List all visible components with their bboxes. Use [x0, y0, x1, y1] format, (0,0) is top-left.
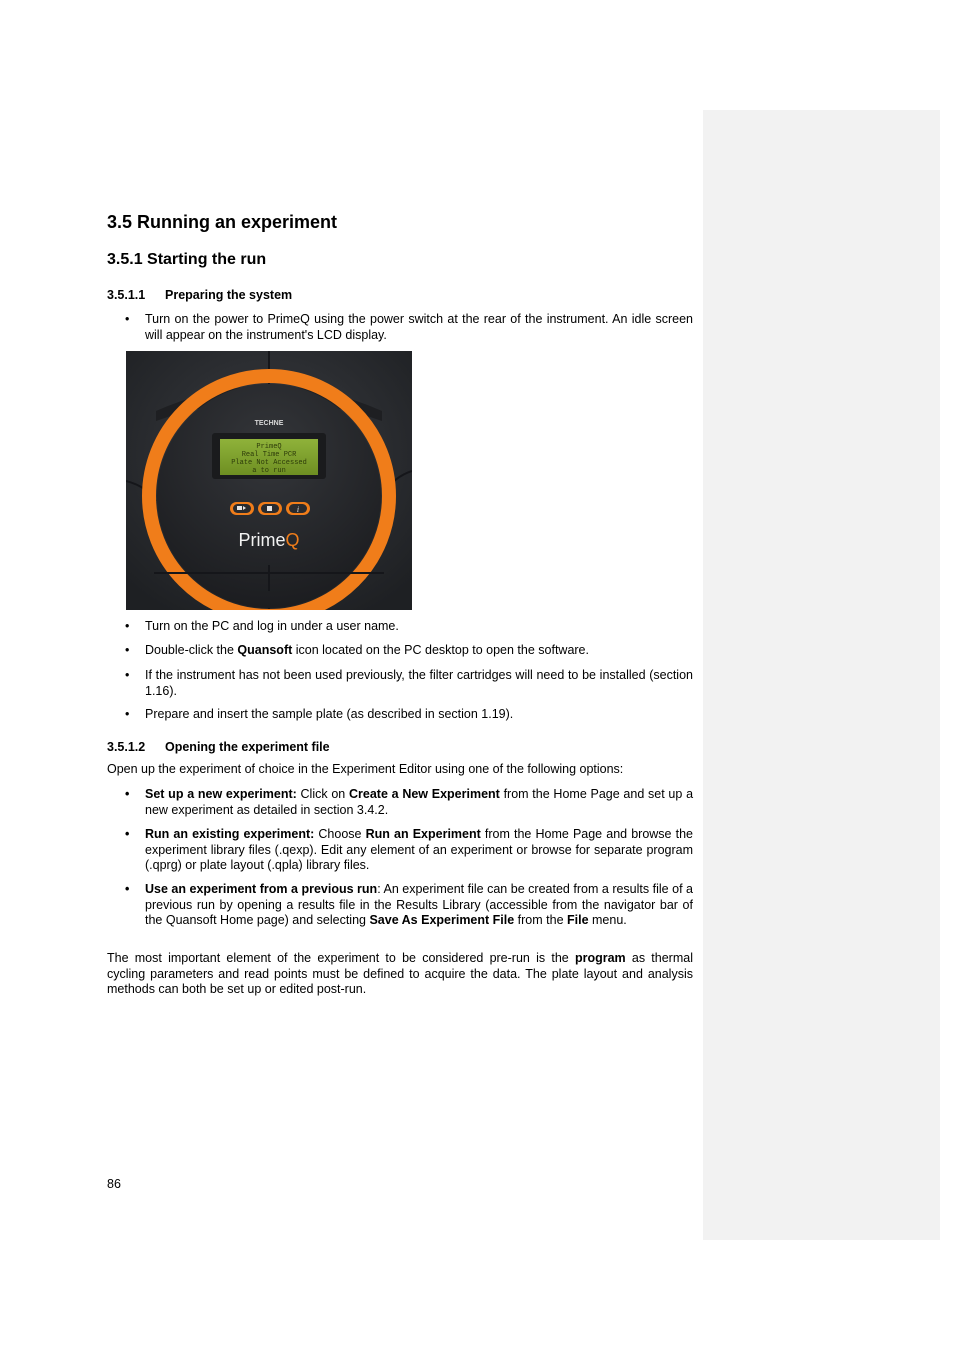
list-item-text: Use an experiment from a previous run: An experiment file can be created from a results file of a previous run by opening a results file in the Results Library (accessible from the navigator bar of the Quansoft Home page) and selecting Save As Experiment File from the File menu. [145, 882, 694, 927]
closing-paragraph: The most important element of the experiment to be considered pre-run is the program as thermal cycling parameters and read points must be defined to acquire the data. The plate layout and analysis methods can both be set up or edited post-run. [107, 951, 693, 996]
svg-text:a to run: a to run [252, 467, 286, 475]
list-item-text: Turn on the power to PrimeQ using the power switch at the rear of the instrument. An idle screen will appear on the instrument's LCD display. [145, 312, 693, 342]
subsection-heading-3-5-1-1 [107, 288, 292, 302]
primeq-instrument-photo [126, 351, 412, 610]
list-item [125, 619, 693, 635]
product-logo: PrimeQ [238, 530, 300, 550]
list-item [125, 787, 693, 818]
list-item-text: If the instrument has not been used previously, the filter cartridges will need to be installed (section 1.16). [145, 668, 693, 698]
comment-pane [703, 110, 940, 1240]
instrument-illustration [126, 351, 412, 610]
list-item [125, 643, 693, 659]
svg-text:Plate Not Accessed: Plate Not Accessed [231, 459, 307, 467]
intro-paragraph: Open up the experiment of choice in the Experiment Editor using one of the following options: [107, 762, 624, 776]
front-buttons [230, 502, 310, 515]
bullet-icon: • [125, 312, 130, 326]
bullet-icon: • [125, 882, 130, 896]
bullet-icon: • [125, 643, 130, 657]
list-item-text: Turn on the PC and log in under a user name. [145, 619, 399, 633]
svg-text:Real Time PCR: Real Time PCR [241, 451, 297, 459]
list-item [125, 827, 693, 874]
bullet-icon: • [125, 787, 130, 801]
list-item-text: Double-click the Quansoft icon located on the PC desktop to open the software. [145, 643, 589, 657]
bullet-icon: • [125, 707, 130, 721]
list-item-text: Set up a new experiment: Click on Create a New Experiment from the Home Page and set up a new experiment as detailed in section 3.4.2. [145, 787, 694, 817]
list-item-text: Run an existing experiment: Choose Run an Experiment from the Home Page and browse the experiment library files (.qexp). Edit any element of an experiment or browse for separate program (.qprg) or plate layout (.qpla) library files. [145, 827, 693, 872]
section-heading-3-5-1: 3.5.1 Starting the run [107, 251, 267, 268]
svg-text:PrimeQ: PrimeQ [256, 443, 282, 451]
subsection-number: 3.5.1.2 [107, 740, 146, 754]
brand-label: TECHNE [254, 420, 284, 427]
subsection-title: Preparing the system [165, 288, 293, 302]
list-item [125, 668, 693, 699]
subsection-title: Opening the experiment file [165, 740, 330, 754]
bullet-icon: • [125, 827, 130, 841]
bullet-icon: • [125, 668, 130, 682]
list-item [125, 312, 693, 343]
list-item [125, 707, 693, 723]
list-item [125, 882, 693, 929]
section-heading-3-5: 3.5 Running an experiment [107, 212, 338, 232]
subsection-heading-3-5-1-2 [107, 740, 330, 754]
page-number: 86 [107, 1177, 121, 1191]
subsection-number: 3.5.1.1 [107, 288, 146, 302]
svg-text:i: i [296, 505, 300, 514]
list-item-text: Prepare and insert the sample plate (as described in section 1.19). [145, 707, 514, 721]
bullet-icon: • [125, 619, 130, 633]
